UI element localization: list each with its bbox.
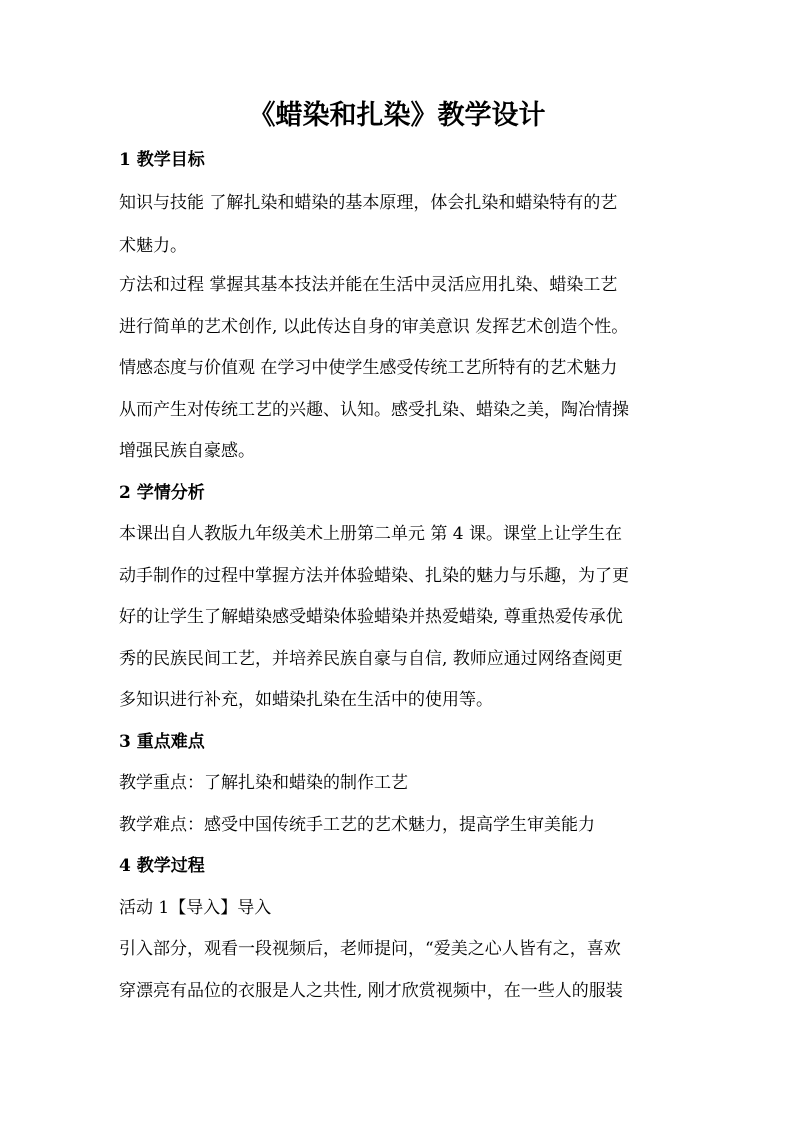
paragraph-line: 方法和过程 掌握其基本技法并能在生活中灵活应用扎染、蜡染工艺: [119, 275, 618, 295]
document-title: 《蜡染和扎染》教学设计: [248, 100, 546, 131]
section-heading-teaching-process: 4 教学过程: [119, 856, 205, 876]
paragraph-line: 增强民族自豪感。: [119, 441, 255, 461]
paragraph-line: 术魅力。: [119, 236, 187, 256]
paragraph-line: 引入部分，观看一段视频后，老师提问，“爱美之心人皆有之，喜欢: [119, 939, 621, 959]
section-heading-student-analysis: 2 学情分析: [119, 483, 205, 503]
paragraph-line: 本课出自人教版九年级美术上册第二单元 第 4 课。课堂上让学生在: [119, 524, 623, 544]
paragraph-line: 情感态度与价值观 在学习中使学生感受传统工艺所特有的艺术魅力: [119, 358, 618, 378]
paragraph-line: 进行简单的艺术创作, 以此传达自身的审美意识 发挥艺术创造个性。: [119, 317, 629, 337]
paragraph-line: 教学重点：了解扎染和蜡染的制作工艺: [119, 773, 408, 793]
paragraph-line: 知识与技能 了解扎染和蜡染的基本原理，体会扎染和蜡染特有的艺: [119, 193, 618, 213]
paragraph-line: 穿漂亮有品位的衣服是人之共性, 刚才欣赏视频中，在一些人的服装: [119, 981, 623, 1001]
paragraph-line: 动手制作的过程中掌握方法并体验蜡染、扎染的魅力与乐趣，为了更: [119, 566, 629, 586]
paragraph-line: 从而产生对传统工艺的兴趣、认知。感受扎染、蜡染之美，陶冶情操: [119, 400, 629, 420]
paragraph-line: 秀的民族民间工艺，并培养民族自豪与自信, 教师应通过网络查阅更: [119, 649, 623, 669]
paragraph-line: 教学难点：感受中国传统手工艺的艺术魅力，提高学生审美能力: [119, 815, 595, 835]
paragraph-line: 活动 1【导入】导入: [119, 898, 272, 918]
section-heading-teaching-goals: 1 教学目标: [119, 150, 205, 170]
paragraph-line: 多知识进行补充，如蜡染扎染在生活中的使用等。: [119, 690, 493, 710]
section-heading-key-points: 3 重点难点: [119, 732, 205, 752]
paragraph-line: 好的让学生了解蜡染感受蜡染体验蜡染并热爱蜡染, 尊重热爱传承优: [119, 607, 623, 627]
